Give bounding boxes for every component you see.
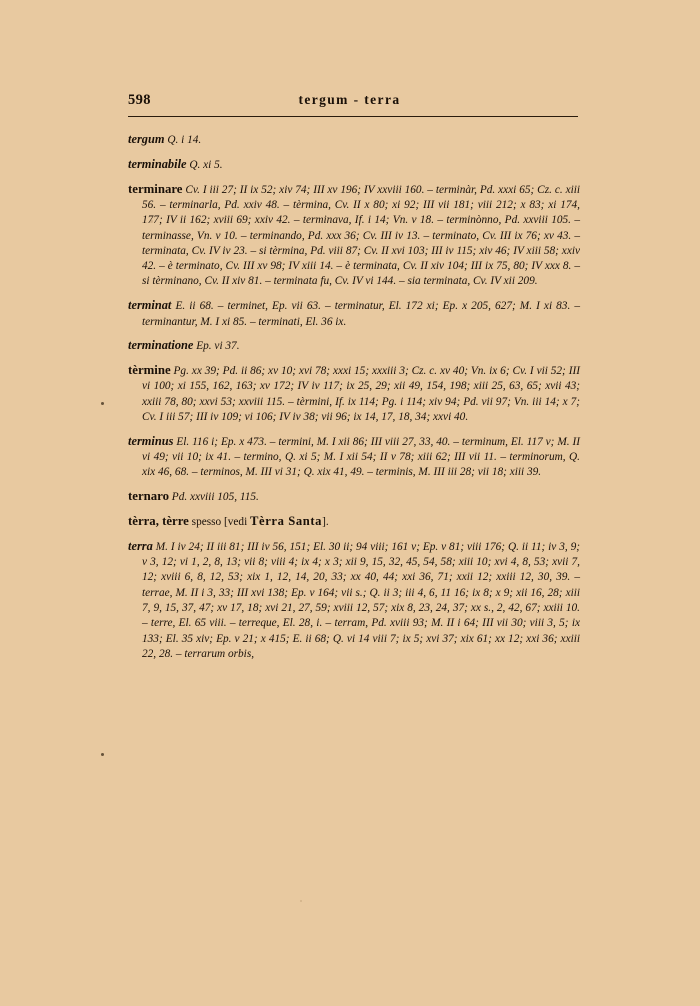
entry-body: Pd. xxviii 105, 115. xyxy=(168,491,259,504)
header-rule xyxy=(128,116,578,117)
entry-body: Q. i 14. xyxy=(164,134,202,146)
dictionary-entry xyxy=(128,538,580,662)
entry-body: Ep. vi 37. xyxy=(193,340,240,353)
entry-headword: terminare xyxy=(128,181,183,196)
margin-mark xyxy=(101,402,104,405)
entry-headword: terminus xyxy=(128,433,174,448)
entry-body: Cv. I iii 27; II ix 52; xiv 74; III xv 196; IV xxviii 160. – terminàr, Pd. xxxi 65; Cz. c. xiii 56. – terminarla, Pd. xxiv 48. – tèrmina, Cv. II x 80; xi 92; III vii 181; viii 212; x 83; xi 174, 177; IV ii 162; xviii 69; xxiv 42. – terminava, If. i 14; Vn. v 18. – terminònno, Pd. xxviii 105. – terminasse, Vn. v 10. – terminando, Pd. xxx 36; Cv. III iv 13. – terminato, Cv. III ix 76; xv 43. – terminata, Cv. IV iv 23. – si tèrmina, Pd. viii 87; Cv. II xvi 103; III iv 115; xiv 46; IV xiii 58; xxiv 42. – è terminato, Cv. III xv 98; IV xiii 14. – è terminata, Cv. II xiv 104; III ix 75, 80; IV xxx 8. – si tèrminano, Cv. II xiv 81. – terminata fu, Cv. IV vi 144. – sia terminata, Cv. IV xii 209. xyxy=(142,183,580,288)
dictionary-entry xyxy=(128,297,580,330)
margin-mark xyxy=(101,753,104,756)
entry-headword: terminat xyxy=(128,298,172,313)
dictionary-entry xyxy=(128,156,580,173)
entry-headword: tergum xyxy=(128,132,165,146)
dictionary-entry xyxy=(128,181,580,290)
dictionary-entry xyxy=(128,131,580,148)
entry-body-pre: spesso [vedi xyxy=(188,516,251,529)
cross-reference: Tèrra Santa xyxy=(250,514,323,529)
dictionary-entry xyxy=(128,362,580,425)
entry-headword: ternaro xyxy=(128,489,169,504)
running-head: tergum - terra xyxy=(298,92,401,107)
entry-column xyxy=(128,131,580,662)
entry-headword: terra xyxy=(128,538,153,553)
entry-body: El. 116 i; Ep. x 473. – termini, M. I xii 86; III viii 27, 33, 40. – terminum, El. 117 v; M. II vi 49; vii 10; ix 41. – termino, Q. xi 5; M. I xii 54; II v 78; xiii 62; III vii 11. – terminorum, Q. xix 46, 68. – terminos, M. III vi 31; Q. xix 41, 49. – terminis, M. III iii 28; vii 18; xiii 39. xyxy=(142,435,580,479)
entry-headword: tèrra, tèrre xyxy=(128,514,189,529)
dictionary-entry xyxy=(128,488,580,505)
entry-body: Q. xi 5. xyxy=(186,158,223,171)
entry-body: E. ii 68. – terminet, Ep. vii 63. – terminatur, El. 172 xi; Ep. x 205, 627; M. I xi 83. – terminantur, M. I xi 85. – terminati, El. 36 ix. xyxy=(142,300,580,328)
dictionary-entry xyxy=(128,513,580,530)
entry-headword: terminabile xyxy=(128,156,187,171)
entry-body: Pg. xx 39; Pd. ii 86; xv 10; xvi 78; xxxi 15; xxxiii 3; Cz. c. xv 40; Vn. ix 6; Cv. I vii 52; III vi 100; xi 155, 162, 163; xv 172; IV iv 117; ix 25, 29; xii 49, 154, 198; xiii 25, 63, 65; xvii 43; xxiii 78, 80; xxvi 53; xxviii 115. – tèrmini, If. ix 114; Pg. i 114; xiv 94; Pd. vii 97; Vn. iii 14; x 7; Cv. I iii 57; III iv 109; vi 106; IV iv 38; vii 96; ix 14, 17, 18, 34; xxvi 40. xyxy=(142,365,580,424)
dictionary-entry xyxy=(128,433,580,481)
entry-headword: tèrmine xyxy=(128,363,171,378)
dictionary-entry xyxy=(128,337,580,354)
entry-body: M. I iv 24; II iii 81; III iv 56, 151; El. 30 ii; 94 viii; 161 v; Ep. v 81; viii 176; Q. ii 11; iv 3, 9; v 3, 12; vi 1, 2, 8, 13; vii 8; viii 4; ix 4; x 3; xii 9, 15, 32, 45, 54, 58; xiii 10; xvi 4, 8, 53; xvii 7, 12; xviii 6, 8, 12, 53; xix 1, 12, 14, 20, 33; xx 40, 44; xxi 36, 71; xxii 12; xxiii 12, 30, 39. – terrae, M. II i 3, 33; III xvi 138; Ep. v 164; vii s.; Q. ii 3; iii 4, 6, 11 16; ix 8; x 9; xii 16, 28; xiii 7, 9, 15, 37, 47; xv 17, 18; xvi 21, 27, 59; xviii 12, 57; xix 8, 23, 24, 37; xx s., 2, 42, 67; xxiii 10. – terre, El. 65 viii. – terreque, El. 28, i. – terram, Pd. xviii 93; M. II i 64; III vii 30; viii 3, 5; ix 133; El. 35 xiv; Ep. v 21; x 415; E. ii 68; Q. vi 14 viii 7; ix 5; xvi 37; xix 61; xx 12; xxi 36; xxiii 22, 28. – terrarum orbis, xyxy=(142,540,580,660)
page-header xyxy=(128,92,578,109)
entry-headword: terminatione xyxy=(128,338,194,353)
paper-speckle xyxy=(300,900,302,902)
page-number: 598 xyxy=(128,92,151,108)
entry-body-post: ]. xyxy=(322,516,329,529)
